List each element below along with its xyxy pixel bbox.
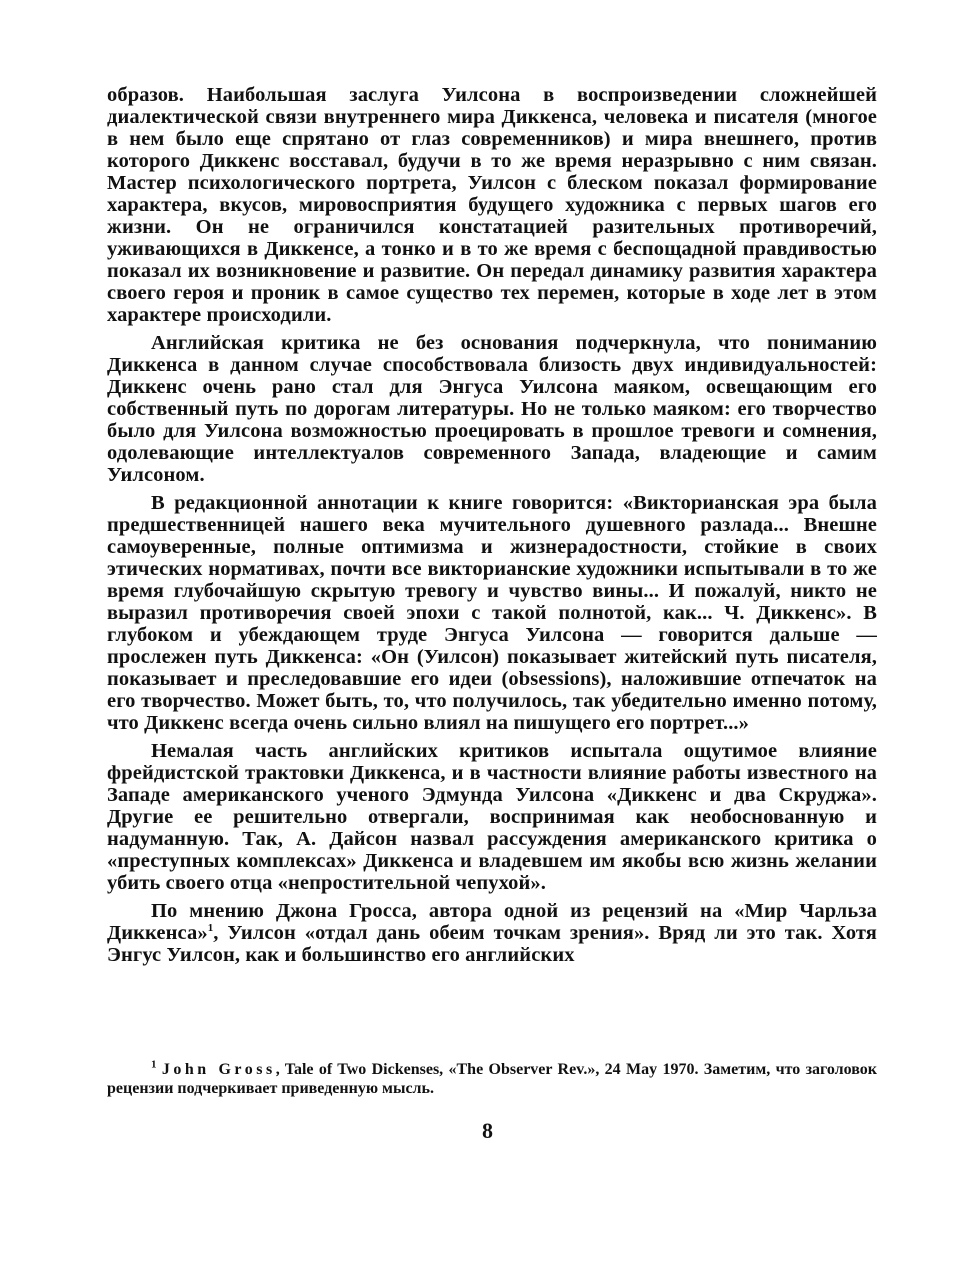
footnote-mark: 1 [151, 1058, 157, 1071]
footnote [107, 1060, 877, 1098]
footnote-reference: 1 [207, 922, 214, 935]
paragraph-2: Английская критика не без основания подчеркнула, что пониманию Диккенса в данном случае способствовала близость двух индивидуальностей: Диккенс очень рано стал для Энгуса Уилсона маяком, освещающим его собственный путь по дорогам литературы. Но не только маяком: его творчество было для Уилсона возможностью проецировать в прошлое тревоги и сомнения, одолевающие интеллектуалов современного Запада, владеющие и самим Уилсоном. [107, 332, 877, 486]
paragraph-1: образов. Наибольшая заслуга Уилсона в воспроизведении сложнейшей диалектической связи внутреннего мира Диккенса, человека и писателя (многое в нем было еще спрятано от глаз современников) и мира внешнего, против которого Диккенс восставал, будучи в то же время неразрывно с ним связан. Мастер психологического портрета, Уилсон с блеском показал формирование характера, вкусов, мировосприятия будущего художника с первых шагов его жизни. Он не ограничился констатацией разительных противоречий, уживающихся в Диккенсе, а тонко и в то же время с беспощадной правдивостью показал их возникновение и развитие. Он передал динамику развития характера своего героя и проник в самое существо тех перемен, которые в ходе лет в этом характере происходили. [107, 84, 877, 326]
page-number: 8 [482, 1118, 493, 1143]
paragraph-5-after: , Уилсон «отдал дань обеим точкам зрения». Вряд ли это так. Хотя Энгус Уилсон, как и большинство его английских [107, 922, 877, 966]
paragraph-3: В редакционной аннотации к книге говорится: «Викторианская эра была предшественницей нашего века мучительного душевного разлада... Внешне самоуверенные, полные оптимизма и жизнерадостности, стойкие в своих этических нормативах, почти все викторианские художники испытывали в то же время глубочайшую скрытую тревогу и чувство вины... И пожалуй, никто не выразил противоречия своей эпохи с такой полнотой, как... Ч. Диккенс». В глубоком и убеждающем труде Энгуса Уилсона — говорится дальше — прослежен путь Диккенса: «Он (Уилсон) показывает житейский путь писателя, показывает и преследовавшие его идеи (obsessions), наложившие отпечаток на его творчество. Может быть, то, что получилось, так убедительно именно потому, что Диккенс всегда очень сильно влиял на пишущего его портрет...» [107, 492, 877, 734]
footnote-author: John Gross [161, 1061, 276, 1078]
footnote-text: , Tale of Two Dickenses, «The Observer Rev.», 24 May 1970. Заметим, что заголовок рецензии подчеркивает приведенную мысль. [107, 1061, 877, 1097]
paragraph-4: Немалая часть английских критиков испытала ощутимое влияние фрейдистской трактовки Диккенса, и в частности влияние работы известного на Западе американского ученого Эдмунда Уилсона «Диккенс и два Скруджа». Другие ее решительно отвергали, воспринимая как необоснованную и надуманную. Так, А. Дайсон назвал рассуждения американского критика о «преступных комплексах» Диккенса и владевшем им якобы всю жизнь желании убить своего отца «непростительной чепухой». [107, 740, 877, 894]
paragraph-5-before: По мнению Джона Гросса, автора одной из рецензий на «Мир Чарльза Диккенса» [107, 900, 877, 944]
page-body [107, 84, 877, 972]
paragraph-5 [107, 900, 877, 966]
